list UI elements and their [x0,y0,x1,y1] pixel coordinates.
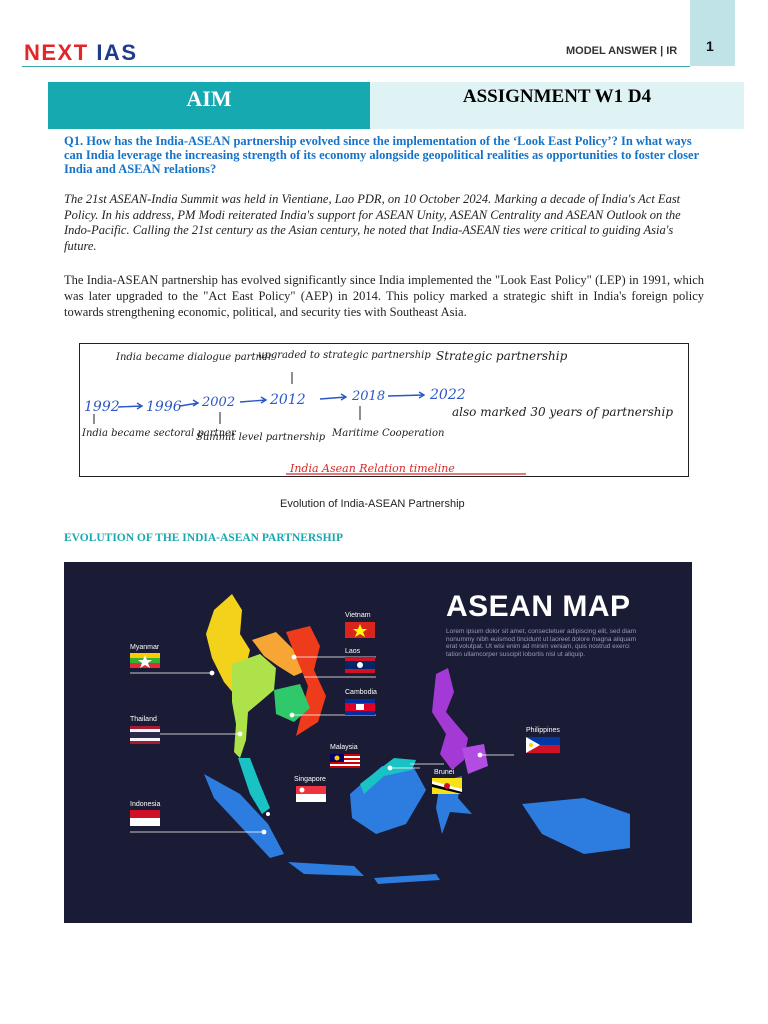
laos-flag-icon [345,657,375,673]
intro-paragraph: The 21st ASEAN-India Summit was held in Vientiane, Lao PDR, on 10 October 2024. Marking a decade of India's Act East Policy. In his address, PM Modi reiterated India's support for ASEAN Unity, ASEAN Centrality and ASEAN Outlook on the Indo-Pacific. Calling the 21st century as the Asian century, he noted that India-ASEAN ties were critical to guiding Asia's future. [64,192,681,253]
header-divider [22,66,690,67]
malaysia-flag-icon [330,754,360,768]
timeline-note: India became dialogue partner [116,352,273,363]
map-title: ASEAN MAP [446,590,631,623]
timeline-note: also marked 30 years of partnership [452,405,674,419]
timeline-year: 1992 [84,399,120,415]
aim-label: AIM [186,86,232,111]
label-thailand: Thailand [130,716,157,723]
timeline-year: 2012 [270,392,306,408]
section-heading: EVOLUTION OF THE INDIA-ASEAN PARTNERSHIP [64,532,344,544]
assignment-block [370,82,744,129]
question-text: Q1. How has the India-ASEAN partnership evolved since the implementation of the ‘Look East Policy’? In what ways can India leverage the increasing strength of its economy alongside geopolitical realities as opportunities to foster closer India and ASEAN relations? [64,134,699,176]
label-indonesia: Indonesia [130,801,161,808]
timeline-red-label: India Asean Relation timeline [290,462,455,475]
indonesia-flag-icon [130,810,160,826]
label-cambodia: Cambodia [345,689,377,696]
thailand-flag-icon [130,726,160,744]
timeline-year: 2002 [202,395,236,410]
label-brunei: Brunei [434,769,455,776]
timeline-note: Strategic partnership [436,349,568,363]
timeline-year: 2018 [352,389,386,404]
timeline-year: 1996 [146,399,182,415]
label-singapore: Singapore [294,776,326,783]
timeline-caption: Evolution of India-ASEAN Partnership [280,498,465,510]
aim-block [48,82,370,129]
timeline-year: 2022 [430,387,466,403]
vietnam-flag-icon [345,622,375,638]
label-malaysia: Malaysia [330,744,358,751]
logo-text-ias: IAS [96,40,138,65]
timeline-note: India became sectoral partner [82,428,236,439]
philippines-flag-icon [526,737,560,753]
brunei-flag-icon [432,778,462,794]
label-myanmar: Myanmar [130,644,160,651]
page-number: 1 [706,38,714,54]
timeline-note: Summit level partnership [196,432,326,443]
label-laos: Laos [345,648,361,655]
singapore-flag-icon [296,786,326,802]
map-placeholder-text: Lorem ipsum dolor sit amet, consectetuer adipiscing elit, sed diam nonummy nibh euismod tincidunt ut laoreet dolore magna aliquam erat volutpat. Ut wisi enim ad minim veniam, quis nostrud exerci tation ullamcorper suscipit lobortis nisl ut aliquip. [446,628,637,658]
page-number-tab [690,0,735,66]
cambodia-flag-icon [345,699,375,715]
body-paragraph: The India-ASEAN partnership has evolved significantly since India implemented the "Look East Policy" (LEP) in 1991, which was later upgraded to the "Act East Policy" (AEP) in 2014. This policy marked a strategic shift in India's foreign policy towards strengthening economic, political, and security ties with Southeast Asia. [64,273,704,319]
timeline-note: Maritime Cooperation [332,428,445,439]
title-band [48,82,744,129]
next-ias-logo [24,40,138,66]
assignment-label: ASSIGNMENT W1 D4 [462,86,652,107]
label-philippines: Philippines [526,727,560,734]
header-tag: MODEL ANSWER | IR [566,45,678,57]
label-vietnam: Vietnam [345,612,371,619]
myanmar-flag-icon [130,653,160,668]
logo-text-next: NEXT [24,40,89,65]
timeline-note: upgraded to strategic partnership [258,350,431,361]
timeline-figure [79,343,689,477]
